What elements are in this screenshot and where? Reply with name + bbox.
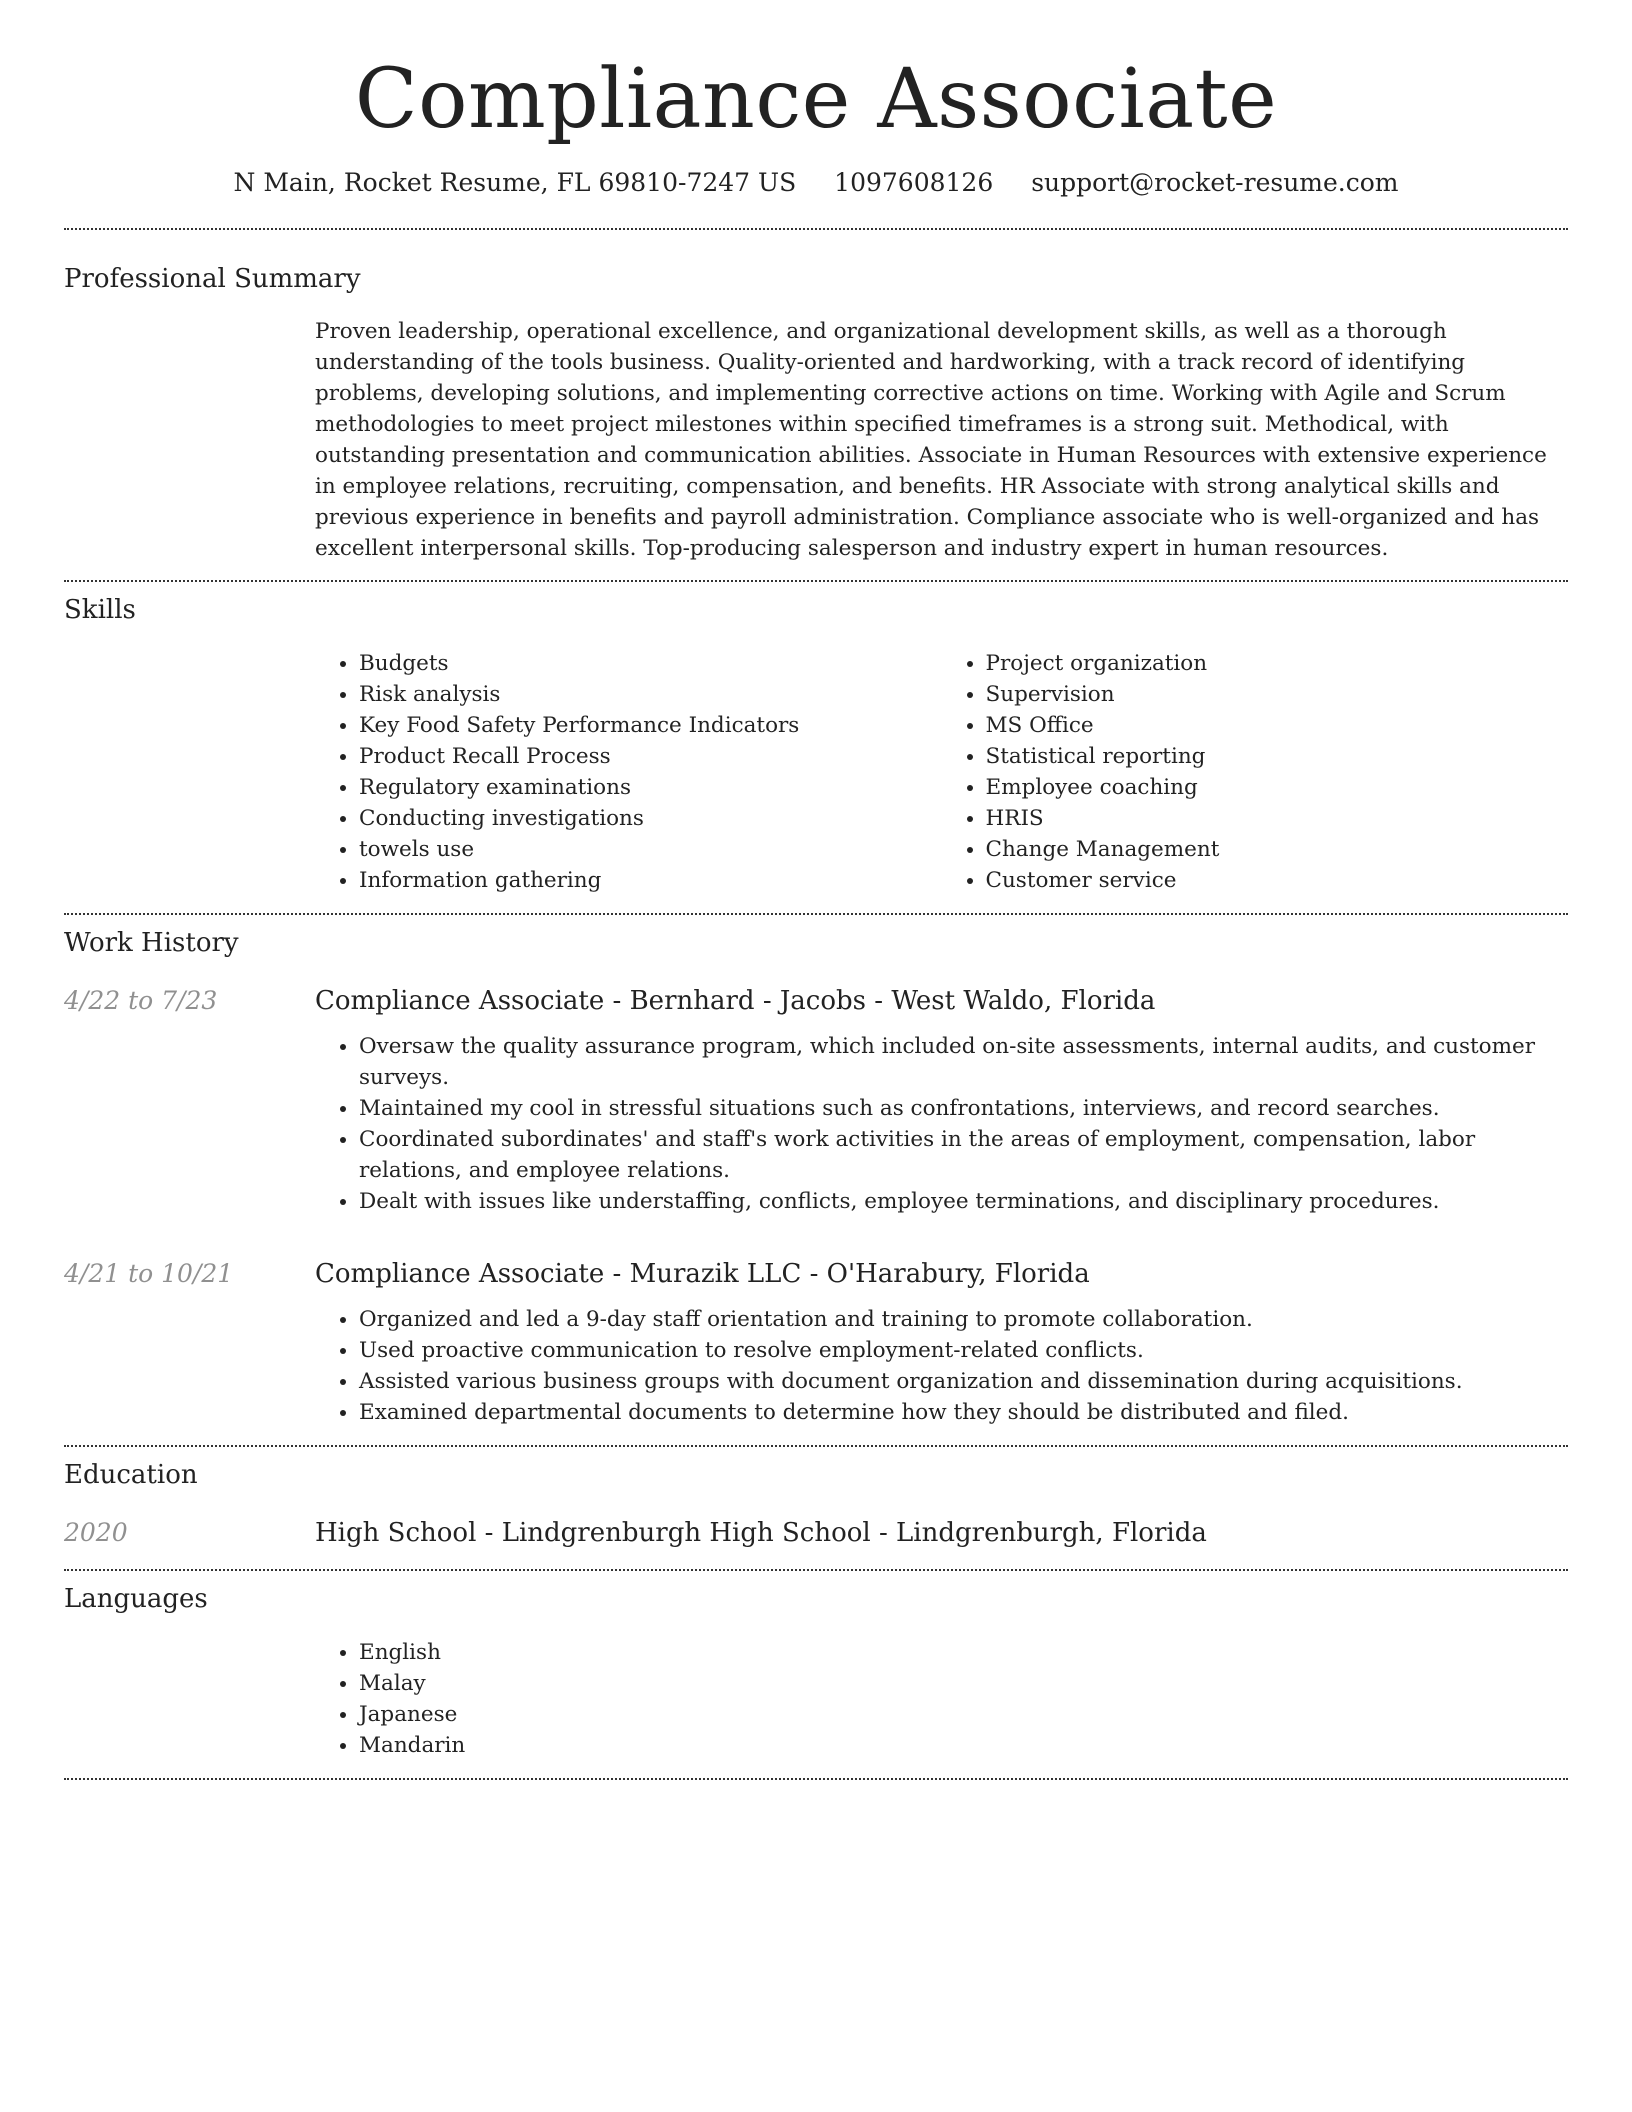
skills-list-left [315,648,942,896]
job-heading: Compliance Associate - Bernhard - Jacobs - West Waldo, Florida [315,986,1156,1016]
skill-item: • Information gathering [359,865,942,896]
skill-item: • Risk analysis [359,679,942,710]
job-bullet-list [315,1031,1568,1217]
job-bullet: • Dealt with issues like understaffing, conflicts, employee terminations, and disciplinary procedures. [359,1186,1568,1217]
skill-item: • towels use [359,834,942,865]
skill-item: • HRIS [986,803,1569,834]
job-bullet: • Assisted various business groups with document organization and dissemination during acquisitions. [359,1366,1568,1397]
contact-email: support@rocket-resume.com [1031,168,1399,197]
skills-title: Skills [64,595,136,625]
resume-page [64,0,1568,1780]
job-bullet: • Oversaw the quality assurance program, which included on-site assessments, internal audits, and customer surveys. [359,1031,1568,1093]
skills-columns [315,648,1568,896]
skill-item: • Statistical reporting [986,741,1569,772]
job-bullet: • Maintained my cool in stressful situations such as confrontations, interviews, and record searches. [359,1093,1568,1124]
summary-body [315,316,1568,564]
job-dates: 4/22 to 7/23 [64,986,218,1015]
job-entry [64,984,1568,1217]
language-item: • Japanese [359,1699,1568,1730]
education-heading: High School - Lindgrenburgh High School - Lindgrenburgh, Florida [315,1518,1207,1548]
work-title: Work History [64,928,239,958]
education-entry [64,1516,1568,1550]
languages-list [315,1637,1568,1761]
contact-line [64,166,1568,200]
languages-divider [64,1778,1568,1780]
education-date: 2020 [64,1518,128,1547]
skill-item: • Regulatory examinations [359,772,942,803]
contact-phone: 1097608126 [834,168,994,197]
languages-body [315,1637,1568,1761]
job-entry [64,1257,1568,1428]
job-bullet: • Used proactive communication to resolve employment-related conflicts. [359,1335,1568,1366]
summary-section [64,230,1568,564]
job-details [315,1031,1568,1217]
job-bullet-list [315,1304,1568,1428]
skill-item: • MS Office [986,710,1569,741]
languages-section [64,1571,1568,1761]
skill-item: • Budgets [359,648,942,679]
contact-address: N Main, Rocket Resume, FL 69810-7247 US [233,168,797,197]
candidate-name: Compliance Associate [354,52,1278,147]
education-title: Education [64,1460,198,1490]
summary-text: Proven leadership, operational excellence, and organizational development skills, as well as a thorough understanding of the tools business. Quality-oriented and hardworking, with a track record of identifying problems, developing solutions, and implementing corrective actions on time. Working with Agile and Scrum methodologies to meet project milestones within specified timeframes is a strong suit. Methodical, with outstanding presentation and communication abilities. Associate in Human Resources with extensive experience in employee relations, recruiting, compensation, and benefits. HR Associate with strong analytical skills and previous experience in benefits and payroll administration. Compliance associate who is well-organized and has excellent interpersonal skills. Top-producing salesperson and industry expert in human resources. [315,319,1547,561]
summary-title: Professional Summary [64,264,361,294]
skills-list-right [942,648,1569,896]
education-section [64,1447,1568,1550]
skill-item: • Supervision [986,679,1569,710]
job-bullet: • Examined departmental documents to determine how they should be distributed and filed. [359,1397,1568,1428]
skill-item: • Employee coaching [986,772,1569,803]
job-dates: 4/21 to 10/21 [64,1259,234,1288]
work-section [64,915,1568,1428]
skill-item: • Key Food Safety Performance Indicators [359,710,942,741]
skill-item: • Project organization [986,648,1569,679]
languages-title: Languages [64,1584,208,1614]
language-item: • Mandarin [359,1730,1568,1761]
job-bullet: • Organized and led a 9-day staff orientation and training to promote collaboration. [359,1304,1568,1335]
job-bullet: • Coordinated subordinates' and staff's work activities in the areas of employment, compensation, labor relations, and employee relations. [359,1124,1568,1186]
skills-section [64,582,1568,896]
skill-item: • Product Recall Process [359,741,942,772]
skill-item: • Change Management [986,834,1569,865]
skill-item: • Customer service [986,865,1569,896]
job-heading: Compliance Associate - Murazik LLC - O'Harabury, Florida [315,1259,1090,1289]
language-item: • English [359,1637,1568,1668]
skill-item: • Conducting investigations [359,803,942,834]
language-item: • Malay [359,1668,1568,1699]
job-details [315,1304,1568,1428]
